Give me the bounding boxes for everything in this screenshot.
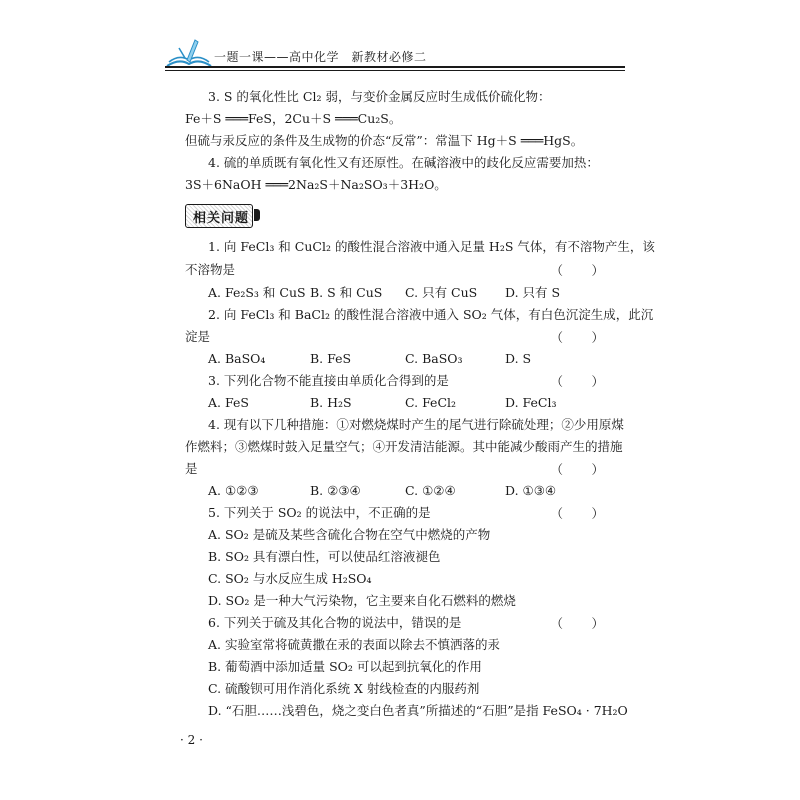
q4-option-d: D. ①③④ — [505, 483, 557, 498]
question-2-stem-2: 淀是 — [185, 329, 211, 344]
q4-option-c: C. ①②④ — [405, 483, 456, 498]
q1-option-a: A. Fe₂S₃ 和 CuS — [208, 285, 306, 300]
q2-option-c: C. BaSO₃ — [405, 351, 463, 366]
question-2-stem: 2. 向 FeCl₃ 和 BaCl₂ 的酸性混合溶液中通入 SO₂ 气体，有白色沉淀生成，此沉 — [208, 307, 654, 322]
q1-option-b: B. S 和 CuS — [310, 285, 383, 300]
answer-bracket-1: （ ） — [550, 263, 612, 278]
answer-bracket-3: （ ） — [550, 374, 612, 389]
q3-option-b: B. H₂S — [310, 395, 352, 410]
q5-option-a: A. SO₂ 是硫及某些含硫化合物在空气中燃烧的产物 — [208, 527, 491, 542]
answer-bracket-4: （ ） — [550, 462, 612, 477]
answer-bracket-5: （ ） — [550, 506, 612, 521]
question-5-stem: 5. 下列关于 SO₂ 的说法中，不正确的是 — [208, 505, 431, 520]
q6-option-b: B. 葡萄酒中添加适量 SO₂ 可以起到抗氧化的作用 — [208, 659, 482, 674]
q2-option-b: B. FeS — [310, 351, 352, 366]
q2-option-d: D. S — [505, 351, 532, 366]
q1-option-d: D. 只有 S — [505, 285, 561, 300]
knowledge-point-4: 4. 硫的单质既有氧化性又有还原性。在碱溶液中的歧化反应需要加热： — [208, 155, 599, 170]
question-1-stem-2: 不溶物是 — [185, 262, 236, 277]
question-3-stem: 3. 下列化合物不能直接由单质化合得到的是 — [208, 373, 449, 388]
question-4-stem-2: 作燃料；③燃煤时鼓入足量空气；④开发清洁能源。其中能减少酸雨产生的措施 — [185, 439, 623, 454]
q3-option-c: C. FeCl₂ — [405, 395, 457, 410]
question-6-stem: 6. 下列关于硫及其化合物的说法中，错误的是 — [208, 615, 462, 630]
knowledge-point-3-note: 但硫与汞反应的条件及生成物的价态“反常”：常温下 Hg＋S ═══HgS。 — [185, 133, 584, 148]
equation-naoh: 3S＋6NaOH ═══2Na₂S＋Na₂SO₃＋3H₂O。 — [185, 177, 447, 192]
q5-option-d: D. SO₂ 是一种大气污染物，它主要来自化石燃料的燃烧 — [208, 593, 516, 608]
q4-option-b: B. ②③④ — [310, 483, 361, 498]
page-number: · 2 · — [180, 733, 203, 747]
q6-option-d: D. “石胆……浅碧色，烧之变白色者真”所描述的“石胆”是指 FeSO₄ · 7H₂O — [208, 703, 628, 718]
question-4-stem: 4. 现有以下几种措施：①对燃烧煤时产生的尾气进行除硫处理；②少用原煤 — [208, 417, 624, 432]
section-title-text: 相关问题 — [193, 211, 250, 226]
q4-option-a: A. ①②③ — [208, 483, 259, 498]
knowledge-point-3: 3. S 的氧化性比 Cl₂ 弱，与变价金属反应时生成低价硫化物： — [208, 89, 551, 104]
equation-fe-cu: Fe＋S ═══FeS，2Cu＋S ═══Cu₂S。 — [185, 111, 402, 126]
answer-bracket-6: （ ） — [550, 616, 612, 631]
question-1-stem: 1. 向 FeCl₃ 和 CuCl₂ 的酸性混合溶液中通入足量 H₂S 气体，有不溶物产生，该 — [208, 239, 655, 254]
header-title: 一题一课——高中化学 新教材必修二 — [214, 50, 427, 64]
q2-option-a: A. BaSO₄ — [208, 351, 266, 366]
q5-option-b: B. SO₂ 具有漂白性，可以使品红溶液褪色 — [208, 549, 441, 564]
q1-option-c: C. 只有 CuS — [405, 285, 478, 300]
q5-option-c: C. SO₂ 与水反应生成 H₂SO₄ — [208, 571, 372, 586]
q6-option-a: A. 实验室常将硫黄撒在汞的表面以除去不慎洒落的汞 — [208, 637, 500, 652]
q3-option-d: D. FeCl₃ — [505, 395, 557, 410]
section-title-related-questions — [185, 204, 253, 228]
header-rule-thin — [165, 70, 625, 71]
q3-option-a: A. FeS — [208, 395, 249, 410]
header-rule — [165, 66, 625, 68]
answer-bracket-2: （ ） — [550, 330, 612, 345]
q6-option-c: C. 硫酸钡可用作消化系统 X 射线检查的内服药剂 — [208, 681, 480, 696]
question-4-stem-3: 是 — [185, 461, 198, 476]
